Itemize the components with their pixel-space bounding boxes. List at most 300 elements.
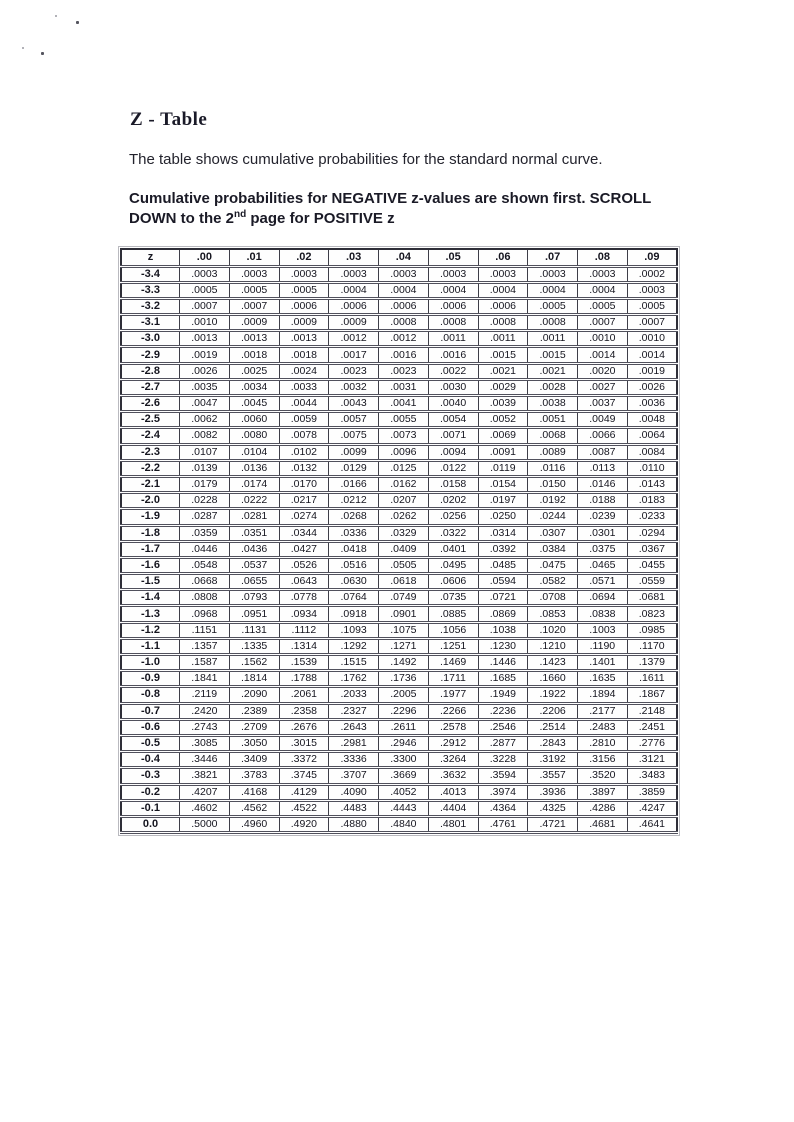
z-value-cell: -0.1 — [121, 800, 180, 816]
probability-cell: .0039 — [478, 396, 528, 412]
probability-cell: .1020 — [528, 622, 578, 638]
probability-cell: .0003 — [180, 266, 230, 282]
probability-cell: .0048 — [627, 412, 677, 428]
probability-cell: .0005 — [279, 282, 329, 298]
table-row — [121, 476, 677, 492]
probability-cell: .0021 — [478, 363, 528, 379]
probability-cell: .0129 — [329, 460, 379, 476]
probability-cell: .0392 — [478, 541, 528, 557]
note-line-1: Cumulative probabilities for NEGATIVE z-values are shown first. SCROLL — [129, 190, 652, 207]
probability-cell: .0004 — [379, 282, 429, 298]
probability-cell: .0113 — [578, 460, 628, 476]
probability-cell: .0091 — [478, 444, 528, 460]
z-value-cell: -3.0 — [121, 331, 180, 347]
probability-cell: .0322 — [428, 525, 478, 541]
table-row — [121, 768, 677, 784]
probability-cell: .0239 — [578, 509, 628, 525]
probability-cell: .0262 — [379, 509, 429, 525]
probability-cell: .4602 — [180, 800, 230, 816]
z-value-cell: -2.7 — [121, 379, 180, 395]
probability-cell: .0735 — [428, 590, 478, 606]
probability-cell: .3300 — [379, 752, 429, 768]
probability-cell: .0136 — [229, 460, 279, 476]
z-value-cell: -3.1 — [121, 315, 180, 331]
table-row — [121, 396, 677, 412]
probability-cell: .0281 — [229, 509, 279, 525]
probability-cell: .0526 — [279, 557, 329, 573]
probability-cell: .1003 — [578, 622, 628, 638]
probability-cell: .1562 — [229, 655, 279, 671]
probability-cell: .0104 — [229, 444, 279, 460]
probability-cell: .0022 — [428, 363, 478, 379]
probability-cell: .0099 — [329, 444, 379, 460]
z-value-cell: -2.4 — [121, 428, 180, 444]
probability-cell: .0008 — [428, 315, 478, 331]
probability-cell: .0139 — [180, 460, 230, 476]
table-row — [121, 606, 677, 622]
probability-cell: .0080 — [229, 428, 279, 444]
z-value-cell: -1.8 — [121, 525, 180, 541]
probability-cell: .0003 — [229, 266, 279, 282]
probability-cell: .0174 — [229, 476, 279, 492]
probability-cell: .1539 — [279, 655, 329, 671]
probability-cell: .0044 — [279, 396, 329, 412]
z-value-cell: -2.1 — [121, 476, 180, 492]
z-value-cell: -1.1 — [121, 638, 180, 654]
table-row — [121, 460, 677, 476]
probability-cell: .0005 — [528, 298, 578, 314]
probability-cell: .4522 — [279, 800, 329, 816]
probability-cell: .1038 — [478, 622, 528, 638]
probability-cell: .0013 — [279, 331, 329, 347]
probability-cell: .0003 — [578, 266, 628, 282]
table-row — [121, 735, 677, 751]
probability-cell: .0869 — [478, 606, 528, 622]
probability-cell: .0015 — [478, 347, 528, 363]
probability-cell: .0119 — [478, 460, 528, 476]
probability-cell: .0004 — [428, 282, 478, 298]
probability-cell: .0005 — [229, 282, 279, 298]
probability-cell: .0951 — [229, 606, 279, 622]
probability-cell: .0094 — [428, 444, 478, 460]
probability-cell: .2358 — [279, 703, 329, 719]
z-value-cell: -0.6 — [121, 719, 180, 735]
probability-cell: .0006 — [428, 298, 478, 314]
probability-cell: .0708 — [528, 590, 578, 606]
probability-cell: .0052 — [478, 412, 528, 428]
z-value-cell: -2.8 — [121, 363, 180, 379]
probability-cell: .0170 — [279, 476, 329, 492]
probability-cell: .0047 — [180, 396, 230, 412]
probability-cell: .0005 — [180, 282, 230, 298]
probability-cell: .0019 — [627, 363, 677, 379]
z-value-cell: -3.3 — [121, 282, 180, 298]
probability-cell: .2483 — [578, 719, 628, 735]
probability-cell: .3557 — [528, 768, 578, 784]
probability-cell: .0594 — [478, 574, 528, 590]
probability-cell: .0294 — [627, 525, 677, 541]
probability-cell: .2981 — [329, 735, 379, 751]
probability-cell: .0045 — [229, 396, 279, 412]
probability-cell: .2912 — [428, 735, 478, 751]
probability-cell: .4013 — [428, 784, 478, 800]
probability-cell: .3821 — [180, 768, 230, 784]
note-line-2-post: page for POSITIVE z — [246, 209, 395, 227]
table-row — [121, 428, 677, 444]
probability-cell: .4443 — [379, 800, 429, 816]
probability-cell: .0060 — [229, 412, 279, 428]
probability-cell: .2148 — [627, 703, 677, 719]
probability-cell: .0007 — [578, 315, 628, 331]
probability-cell: .0016 — [428, 347, 478, 363]
probability-cell: .1112 — [279, 622, 329, 638]
table-row — [121, 266, 677, 282]
probability-cell: .0014 — [627, 347, 677, 363]
ztable-body — [121, 266, 677, 833]
probability-cell: .2327 — [329, 703, 379, 719]
probability-cell: .0006 — [279, 298, 329, 314]
probability-cell: .0643 — [279, 574, 329, 590]
table-row — [121, 800, 677, 816]
probability-cell: .4880 — [329, 816, 379, 832]
probability-cell: .0250 — [478, 509, 528, 525]
probability-cell: .0606 — [428, 574, 478, 590]
probability-cell: .4801 — [428, 816, 478, 832]
column-header: .09 — [627, 249, 677, 266]
probability-cell: .0003 — [329, 266, 379, 282]
probability-cell: .2776 — [627, 735, 677, 751]
probability-cell: .0188 — [578, 493, 628, 509]
probability-cell: .0011 — [528, 331, 578, 347]
probability-cell: .1075 — [379, 622, 429, 638]
z-value-cell: -1.9 — [121, 509, 180, 525]
probability-cell: .0885 — [428, 606, 478, 622]
probability-cell: .0418 — [329, 541, 379, 557]
probability-cell: .0075 — [329, 428, 379, 444]
z-value-cell: -2.2 — [121, 460, 180, 476]
probability-cell: .0516 — [329, 557, 379, 573]
table-row — [121, 347, 677, 363]
probability-cell: .0003 — [528, 266, 578, 282]
z-value-cell: -2.6 — [121, 396, 180, 412]
table-row — [121, 525, 677, 541]
probability-cell: .0008 — [528, 315, 578, 331]
probability-cell: .1401 — [578, 655, 628, 671]
probability-cell: .2090 — [229, 687, 279, 703]
probability-cell: .0004 — [528, 282, 578, 298]
z-value-cell: 0.0 — [121, 816, 180, 832]
probability-cell: .0655 — [229, 574, 279, 590]
probability-cell: .2119 — [180, 687, 230, 703]
probability-cell: .0084 — [627, 444, 677, 460]
probability-cell: .1492 — [379, 655, 429, 671]
table-row — [121, 557, 677, 573]
probability-cell: .0008 — [478, 315, 528, 331]
probability-cell: .0401 — [428, 541, 478, 557]
probability-cell: .2420 — [180, 703, 230, 719]
probability-cell: .0017 — [329, 347, 379, 363]
table-row — [121, 298, 677, 314]
probability-cell: .0034 — [229, 379, 279, 395]
probability-cell: .3669 — [379, 768, 429, 784]
probability-cell: .2451 — [627, 719, 677, 735]
probability-cell: .0054 — [428, 412, 478, 428]
table-row — [121, 671, 677, 687]
probability-cell: .0005 — [627, 298, 677, 314]
probability-cell: .0023 — [379, 363, 429, 379]
probability-cell: .0222 — [229, 493, 279, 509]
table-row — [121, 412, 677, 428]
probability-cell: .0351 — [229, 525, 279, 541]
probability-cell: .0012 — [379, 331, 429, 347]
z-value-cell: -0.7 — [121, 703, 180, 719]
probability-cell: .0465 — [578, 557, 628, 573]
probability-cell: .0143 — [627, 476, 677, 492]
column-header: .02 — [279, 249, 329, 266]
probability-cell: .4761 — [478, 816, 528, 832]
probability-cell: .0823 — [627, 606, 677, 622]
table-row — [121, 687, 677, 703]
probability-cell: .0002 — [627, 266, 677, 282]
probability-cell: .1587 — [180, 655, 230, 671]
probability-cell: .0059 — [279, 412, 329, 428]
column-header: .01 — [229, 249, 279, 266]
probability-cell: .1251 — [428, 638, 478, 654]
probability-cell: .0485 — [478, 557, 528, 573]
probability-cell: .0681 — [627, 590, 677, 606]
probability-cell: .0009 — [329, 315, 379, 331]
probability-cell: .0968 — [180, 606, 230, 622]
probability-cell: .4247 — [627, 800, 677, 816]
probability-cell: .0244 — [528, 509, 578, 525]
probability-cell: .1151 — [180, 622, 230, 638]
z-value-cell: -1.5 — [121, 574, 180, 590]
probability-cell: .0006 — [379, 298, 429, 314]
probability-cell: .3121 — [627, 752, 677, 768]
probability-cell: .0427 — [279, 541, 329, 557]
probability-cell: .1357 — [180, 638, 230, 654]
probability-cell: .1711 — [428, 671, 478, 687]
probability-cell: .0301 — [578, 525, 628, 541]
probability-cell: .1446 — [478, 655, 528, 671]
probability-cell: .0021 — [528, 363, 578, 379]
probability-cell: .3936 — [528, 784, 578, 800]
probability-cell: .0537 — [229, 557, 279, 573]
probability-cell: .0495 — [428, 557, 478, 573]
probability-cell: .0011 — [428, 331, 478, 347]
probability-cell: .0571 — [578, 574, 628, 590]
table-row — [121, 719, 677, 735]
z-value-cell: -2.5 — [121, 412, 180, 428]
probability-cell: .3336 — [329, 752, 379, 768]
probability-cell: .1335 — [229, 638, 279, 654]
table-row — [121, 444, 677, 460]
z-value-cell: -1.7 — [121, 541, 180, 557]
probability-cell: .2578 — [428, 719, 478, 735]
probability-cell: .2389 — [229, 703, 279, 719]
probability-cell: .2843 — [528, 735, 578, 751]
probability-cell: .1515 — [329, 655, 379, 671]
probability-cell: .1814 — [229, 671, 279, 687]
probability-cell: .2005 — [379, 687, 429, 703]
table-row — [121, 590, 677, 606]
probability-cell: .0087 — [578, 444, 628, 460]
probability-cell: .0107 — [180, 444, 230, 460]
probability-cell: .3632 — [428, 768, 478, 784]
probability-cell: .0069 — [478, 428, 528, 444]
probability-cell: .1210 — [528, 638, 578, 654]
probability-cell: .2676 — [279, 719, 329, 735]
scan-speckle — [41, 52, 44, 55]
probability-cell: .1093 — [329, 622, 379, 638]
column-header: .07 — [528, 249, 578, 266]
probability-cell: .1423 — [528, 655, 578, 671]
probability-cell: .3859 — [627, 784, 677, 800]
probability-cell: .1949 — [478, 687, 528, 703]
probability-cell: .0808 — [180, 590, 230, 606]
probability-cell: .1922 — [528, 687, 578, 703]
probability-cell: .0096 — [379, 444, 429, 460]
probability-cell: .0032 — [329, 379, 379, 395]
probability-cell: .2810 — [578, 735, 628, 751]
probability-cell: .0344 — [279, 525, 329, 541]
probability-cell: .0694 — [578, 590, 628, 606]
z-value-cell: -3.4 — [121, 266, 180, 282]
probability-cell: .0003 — [279, 266, 329, 282]
note-line-2-pre: DOWN to the 2 — [129, 209, 234, 227]
probability-cell: .2236 — [478, 703, 528, 719]
probability-cell: .0068 — [528, 428, 578, 444]
probability-cell: .0212 — [329, 493, 379, 509]
z-value-cell: -3.2 — [121, 298, 180, 314]
probability-cell: .0003 — [627, 282, 677, 298]
table-row — [121, 379, 677, 395]
negative-z-note — [129, 189, 699, 228]
probability-cell: .0078 — [279, 428, 329, 444]
probability-cell: .0202 — [428, 493, 478, 509]
probability-cell: .1685 — [478, 671, 528, 687]
table-row — [121, 331, 677, 347]
probability-cell: .0192 — [528, 493, 578, 509]
probability-cell: .0166 — [329, 476, 379, 492]
probability-cell: .2296 — [379, 703, 429, 719]
probability-cell: .0158 — [428, 476, 478, 492]
probability-cell: .0012 — [329, 331, 379, 347]
z-value-cell: -2.0 — [121, 493, 180, 509]
probability-cell: .3974 — [478, 784, 528, 800]
ztable-header-row — [121, 249, 677, 266]
table-description: The table shows cumulative probabilities for the standard normal curve. — [129, 151, 603, 168]
table-row — [121, 655, 677, 671]
probability-cell: .0375 — [578, 541, 628, 557]
probability-cell: .0307 — [528, 525, 578, 541]
probability-cell: .0207 — [379, 493, 429, 509]
probability-cell: .4483 — [329, 800, 379, 816]
probability-cell: .0082 — [180, 428, 230, 444]
probability-cell: .0051 — [528, 412, 578, 428]
probability-cell: .1271 — [379, 638, 429, 654]
probability-cell: .0028 — [528, 379, 578, 395]
scan-speckle — [22, 47, 24, 49]
probability-cell: .1611 — [627, 671, 677, 687]
z-value-cell: -0.4 — [121, 752, 180, 768]
probability-cell: .4840 — [379, 816, 429, 832]
probability-cell: .0314 — [478, 525, 528, 541]
table-row — [121, 282, 677, 298]
column-header: .05 — [428, 249, 478, 266]
table-row — [121, 509, 677, 525]
probability-cell: .0009 — [279, 315, 329, 331]
probability-cell: .4641 — [627, 816, 677, 832]
probability-cell: .2643 — [329, 719, 379, 735]
column-header: .08 — [578, 249, 628, 266]
probability-cell: .1894 — [578, 687, 628, 703]
probability-cell: .0027 — [578, 379, 628, 395]
probability-cell: .0233 — [627, 509, 677, 525]
probability-cell: .2611 — [379, 719, 429, 735]
probability-cell: .2709 — [229, 719, 279, 735]
probability-cell: .2061 — [279, 687, 329, 703]
z-value-cell: -2.9 — [121, 347, 180, 363]
probability-cell: .3594 — [478, 768, 528, 784]
probability-cell: .0582 — [528, 574, 578, 590]
table-row — [121, 784, 677, 800]
column-header: .00 — [180, 249, 230, 266]
probability-cell: .2546 — [478, 719, 528, 735]
probability-cell: .0179 — [180, 476, 230, 492]
probability-cell: .0004 — [578, 282, 628, 298]
probability-cell: .0006 — [329, 298, 379, 314]
probability-cell: .0256 — [428, 509, 478, 525]
probability-cell: .3192 — [528, 752, 578, 768]
table-row — [121, 541, 677, 557]
probability-cell: .0630 — [329, 574, 379, 590]
probability-cell: .0007 — [627, 315, 677, 331]
z-table — [120, 248, 678, 834]
probability-cell: .1056 — [428, 622, 478, 638]
probability-cell: .3264 — [428, 752, 478, 768]
probability-cell: .4562 — [229, 800, 279, 816]
probability-cell: .4721 — [528, 816, 578, 832]
probability-cell: .4168 — [229, 784, 279, 800]
probability-cell: .0066 — [578, 428, 628, 444]
table-row — [121, 493, 677, 509]
probability-cell: .0005 — [578, 298, 628, 314]
probability-cell: .0764 — [329, 590, 379, 606]
probability-cell: .2177 — [578, 703, 628, 719]
probability-cell: .0033 — [279, 379, 329, 395]
probability-cell: .0008 — [379, 315, 429, 331]
probability-cell: .0505 — [379, 557, 429, 573]
z-value-cell: -0.9 — [121, 671, 180, 687]
table-row — [121, 574, 677, 590]
probability-cell: .0026 — [627, 379, 677, 395]
probability-cell: .0006 — [478, 298, 528, 314]
probability-cell: .0150 — [528, 476, 578, 492]
probability-cell: .0055 — [379, 412, 429, 428]
probability-cell: .0268 — [329, 509, 379, 525]
column-header: z — [121, 249, 180, 266]
probability-cell: .0125 — [379, 460, 429, 476]
probability-cell: .0010 — [578, 331, 628, 347]
probability-cell: .3483 — [627, 768, 677, 784]
probability-cell: .4129 — [279, 784, 329, 800]
probability-cell: .0037 — [578, 396, 628, 412]
probability-cell: .0154 — [478, 476, 528, 492]
probability-cell: .1230 — [478, 638, 528, 654]
z-value-cell: -1.6 — [121, 557, 180, 573]
probability-cell: .0853 — [528, 606, 578, 622]
